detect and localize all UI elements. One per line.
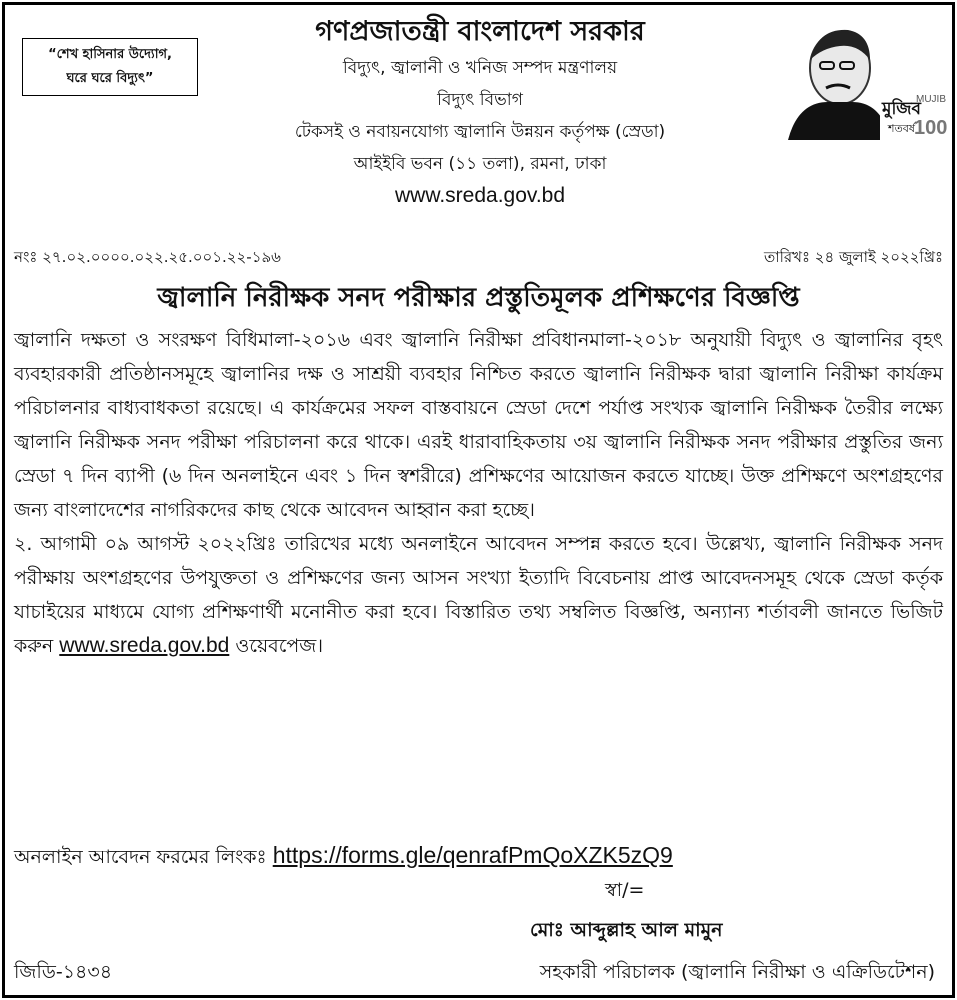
paragraph-2-text: ২. আগামী ০৯ আগস্ট ২০২২খ্রিঃ তারিখের মধ্যে অনলাইনে আবেদন সম্পন্ন করতে হবে। উল্লেখ্য, জ্বালানি নিরীক্ষক সনদ পরীক্ষায় অংশগ্রহণের উপযুক্ততা ও প্রশিক্ষণের জন্য আসন সংখ্যা ইত্যাদি বিবেচনায় প্রাপ্ত আবেদনসমূহ থেকে স্রেডা কর্তৃক যাচাইয়ের মাধ্যমে যোগ্য প্রশিক্ষণার্থী মনোনীত করা হবে। বিস্তারিত তথ্য সম্বলিত বিজ্ঞপ্তি, অন্যান্য শর্তাবলী জানতে ভিজিট করুন <box>14 533 943 657</box>
government-title: গণপ্রজাতন্ত্রী বাংলাদেশ সরকার <box>315 16 645 47</box>
slogan-box <box>22 38 198 96</box>
reference-row <box>14 246 943 270</box>
office-address: আইইবি ভবন (১১ তলা), রমনা, ঢাকা <box>353 154 607 174</box>
letterhead <box>0 0 957 245</box>
paragraph-2 <box>14 527 943 663</box>
logo-bangla-text: মুজিব <box>882 99 921 119</box>
memo-number: নংঃ ২৭.০২.০০০০.০২২.২৫.০০১.২২-১৯৬ <box>14 248 281 266</box>
ministry-name: বিদ্যুৎ, জ্বালানী ও খনিজ সম্পদ মন্ত্রণালয় <box>342 58 618 78</box>
logo-number: 100 <box>914 117 948 139</box>
signature-mark: স্বা/= <box>605 879 645 901</box>
website-url[interactable]: www.sreda.gov.bd <box>394 184 566 207</box>
sreda-website-link[interactable]: www.sreda.gov.bd <box>59 634 230 657</box>
memo-date: তারিখঃ ২৪ জুলাই ২০২২খ্রিঃ <box>764 248 943 266</box>
slogan-line-2: ঘরে ঘরে বিদ্যুৎ” <box>66 71 154 86</box>
gd-number: জিডি-১৪৩৪ <box>14 961 113 983</box>
logo-bangla-subtext: শতবর্ষ <box>888 122 915 135</box>
logo-english-text: MUJIB <box>916 94 946 105</box>
signer-name: মোঃ আব্দুল্লাহ আল মামুন <box>530 919 723 941</box>
paragraph-1: জ্বালানি দক্ষতা ও সংরক্ষণ বিধিমালা-২০১৬ এবং জ্বালানি নিরীক্ষা প্রবিধানমালা-২০১৮ অনুযায়ী বিদ্যুৎ ও জ্বালানির বৃহৎ ব্যবহারকারী প্রতিষ্ঠানসমূহে জ্বালানির দক্ষ ও সাশ্রয়ী ব্যবহার নিশ্চিত করতে জ্বালানি নিরীক্ষক দ্বারা জ্বালানি নিরীক্ষা কার্যক্রম পরিচালনার বাধ্যবাধকতা রয়েছে। এ কার্যক্রমের সফল বাস্তবায়নে স্রেডা দেশে পর্যাপ্ত সংখ্যক জ্বালানি নিরীক্ষক তৈরীর লক্ষ্যে জ্বালানি নিরীক্ষক সনদ পরীক্ষা পরিচালনা করে থাকে। এরই ধারাবাহিকতায় ৩য় জ্বালানি নিরীক্ষক সনদ পরীক্ষার প্রস্তুতির জন্য স্রেডা ৭ দিন ব্যাপী (৬ দিন অনলাইনে এবং ১ দিন স্বশরীরে) প্রশিক্ষণের আয়োজন করতে যাচ্ছে। উক্ত প্রশিক্ষণে অংশগ্রহণের জন্য বাংলাদেশের নাগরিকদের কাছ থেকে আবেদন আহ্বান করা হচ্ছে। <box>14 329 943 521</box>
portrait-icon <box>788 30 890 140</box>
application-form-line <box>14 838 673 874</box>
letterhead-center <box>220 12 740 212</box>
paragraph-2-tail: ওয়েবপেজ। <box>235 635 324 657</box>
authority-name: টেকসই ও নবায়নযোগ্য জ্বালানি উন্নয়ন কর্তৃপক্ষ (স্রেডা) <box>294 122 666 142</box>
division-name: বিদ্যুৎ বিভাগ <box>437 90 523 110</box>
application-form-link[interactable]: https://forms.gle/qenrafPmQoXZK5zQ9 <box>272 842 673 868</box>
mujib-100-logo <box>778 20 948 140</box>
notice-title: জ্বালানি নিরীক্ষক সনদ পরীক্ষার প্রস্তুতিমূলক প্রশিক্ষণের বিজ্ঞপ্তি <box>157 283 800 313</box>
notice-body <box>14 323 943 663</box>
slogan-line-1: “শেখ হাসিনার উদ্যোগ, <box>48 47 172 62</box>
form-link-label: অনলাইন আবেদন ফরমের লিংকঃ <box>14 846 267 868</box>
signer-designation: সহকারী পরিচালক (জ্বালানি নিরীক্ষা ও এক্রিডিটেশন) <box>539 961 935 983</box>
